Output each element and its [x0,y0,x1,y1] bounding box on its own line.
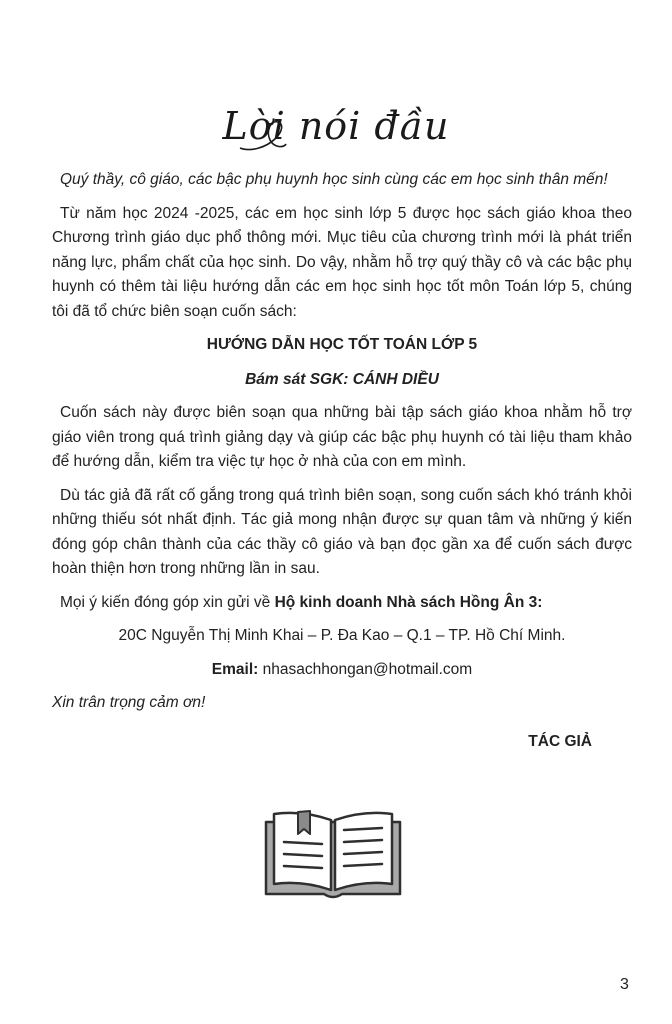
title-swash-ornament [236,118,288,152]
page-number: 3 [620,976,629,993]
publisher-name: Hộ kinh doanh Nhà sách Hồng Ân 3 [274,593,538,611]
email-line [52,658,632,683]
email-label: Email: [211,660,259,678]
purpose-paragraph: Cuốn sách này được biên soạn qua những bài tập sách giáo khoa nhằm hỗ trợ giáo viên trong quá trình giảng dạy và giúp các bậc phụ huynh có tài liệu tham khảo để hướng dẫn, kiểm tra việc tự học ở nhà của con em mình. [52,404,632,470]
contact-lead: Mọi ý kiến đóng góp xin gửi về [60,593,275,611]
feedback-paragraph: Dù tác giả đã rất cố gắng trong quá trình biên soạn, song cuốn sách khó tránh khỏi những thiếu sót nhất định. Tác giả mong nhận được sự quan tâm và những ý kiến đóng góp chân thành của các thầy cô giáo và bạn đọc gần xa để cuốn sách được hoàn thiện hơn trong những lần in sau. [52,486,632,577]
open-book-icon [262,808,404,900]
email-value: nhasachhongan@hotmail.com [258,660,473,678]
publisher-colon: : [537,593,543,611]
intro-paragraph: Từ năm học 2024 -2025, các em học sinh lớp 5 được học sách giáo khoa theo Chương trình giáo dục phổ thông mới. Mục tiêu của chương trình mới là phát triển năng lực, phẩm chất của học sinh. Do vậy, nhằm hỗ trợ quý thầy cô và các bậc phụ huynh có thêm tài liệu hướng dẫn các em học sinh học tốt môn Toán lớp 5, chúng tôi đã tổ chức biên soạn cuốn sách: [52,204,632,320]
contact-line [52,591,632,616]
greeting: Quý thầy, cô giáo, các bậc phụ huynh học sinh cùng các em học sinh thân mến! [60,171,608,188]
book-title: HƯỚNG DẪN HỌC TỐT TOÁN LỚP 5 [206,336,478,353]
thanks-line: Xin trân trọng cảm ơn! [52,694,206,711]
page-title: Lời nói đầu [222,104,450,148]
book-subtitle: Bám sát SGK: CÁNH DIỀU [245,370,439,388]
preface-content [52,168,632,754]
address: 20C Nguyễn Thị Minh Khai – P. Đa Kao – Q.1 – TP. Hồ Chí Minh. [118,627,566,644]
author-signature: TÁC GIẢ [528,732,592,750]
